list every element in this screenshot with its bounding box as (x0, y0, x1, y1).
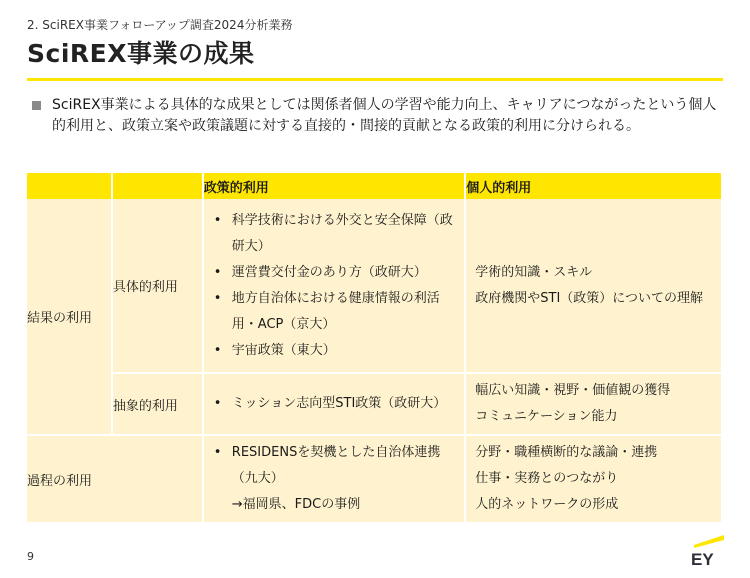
row-label-result: 結果の利用 (27, 199, 112, 435)
process-personal-cell (465, 435, 722, 523)
list-item (204, 440, 464, 492)
concrete-policy-list (204, 208, 464, 364)
list-item: 政府機関やSTI（政策）についての理解 (475, 290, 704, 306)
list-item: 学術的知識・スキル (475, 264, 593, 280)
abstract-policy-cell (203, 373, 465, 435)
row-label-process: 過程の利用 (27, 435, 203, 523)
process-policy-cell (203, 435, 465, 523)
header-blank (112, 173, 203, 199)
list-item (204, 391, 464, 417)
process-policy-note: →福岡県、FDCの事例 (231, 497, 361, 512)
list-item: コミュニケーション能力 (475, 409, 618, 424)
header-personal: 個人的利用 (465, 173, 722, 199)
ey-logo (688, 535, 724, 567)
list-item (204, 286, 464, 338)
intro-text: SciREX事業による具体的な成果としては関係者個人の学習や能力向上、キャリアにつながったという個人的利用と、政策立案や政策議題に対する直接的・間接的貢献となる政策的利用に分けられる。 (52, 97, 717, 134)
breadcrumb: 2. SciREX事業フォローアップ調査2024分析業務 (27, 18, 293, 32)
list-item: 分野・職種横断的な議論・連携 (475, 445, 658, 460)
process-personal-list (466, 440, 721, 518)
list-item-text: 宇宙政策（東大） (231, 342, 336, 358)
row-concrete (27, 199, 722, 373)
list-item: 人的ネットワークの形成 (475, 497, 619, 512)
process-policy-list (204, 440, 464, 492)
list-item: 幅広い知識・視野・価値観の獲得 (475, 383, 671, 398)
list-item: 仕事・実務とのつながり (475, 471, 619, 486)
header-blank (27, 173, 112, 199)
bullet-dot-icon: • (213, 445, 222, 460)
bullet-dot-icon: • (213, 396, 222, 411)
concrete-personal-list (466, 260, 721, 312)
list-item-text: 運営費交付金のあり方（政研大） (231, 264, 427, 280)
bullet-dot-icon: • (213, 290, 222, 306)
row-process (27, 435, 722, 523)
list-item-text: RESIDENSを契機とした自治体連携（九大） (231, 445, 441, 486)
list-item (204, 208, 464, 260)
row-label-abstract: 抽象的利用 (112, 373, 203, 435)
title-underline (27, 78, 723, 81)
list-item-text: ミッション志向型STI政策（政研大） (231, 396, 447, 411)
abstract-personal-cell (465, 373, 722, 435)
list-item-text: 地方自治体における健康情報の利活用・ACP（京大） (231, 290, 440, 332)
list-item-text: 科学技術における外交と安全保障（政研大） (231, 212, 453, 254)
concrete-personal-cell (465, 199, 722, 373)
abstract-personal-list (466, 378, 721, 430)
header-policy: 政策的利用 (203, 173, 465, 199)
concrete-policy-cell (203, 199, 465, 373)
square-bullet-icon (32, 101, 41, 110)
list-item (204, 338, 464, 364)
bullet-dot-icon: • (213, 264, 222, 280)
list-item (204, 260, 464, 286)
intro-bullet (32, 95, 722, 137)
page-number: 9 (27, 550, 34, 563)
row-label-concrete: 具体的利用 (112, 199, 203, 373)
header-row (27, 173, 722, 199)
page-title: SciREX事業の成果 (27, 39, 255, 68)
usage-matrix (27, 173, 723, 524)
row-abstract (27, 373, 722, 435)
svg-text:EY: EY (691, 550, 714, 567)
abstract-policy-list (204, 391, 464, 417)
bullet-dot-icon: • (213, 342, 222, 358)
bullet-dot-icon: • (213, 212, 222, 228)
